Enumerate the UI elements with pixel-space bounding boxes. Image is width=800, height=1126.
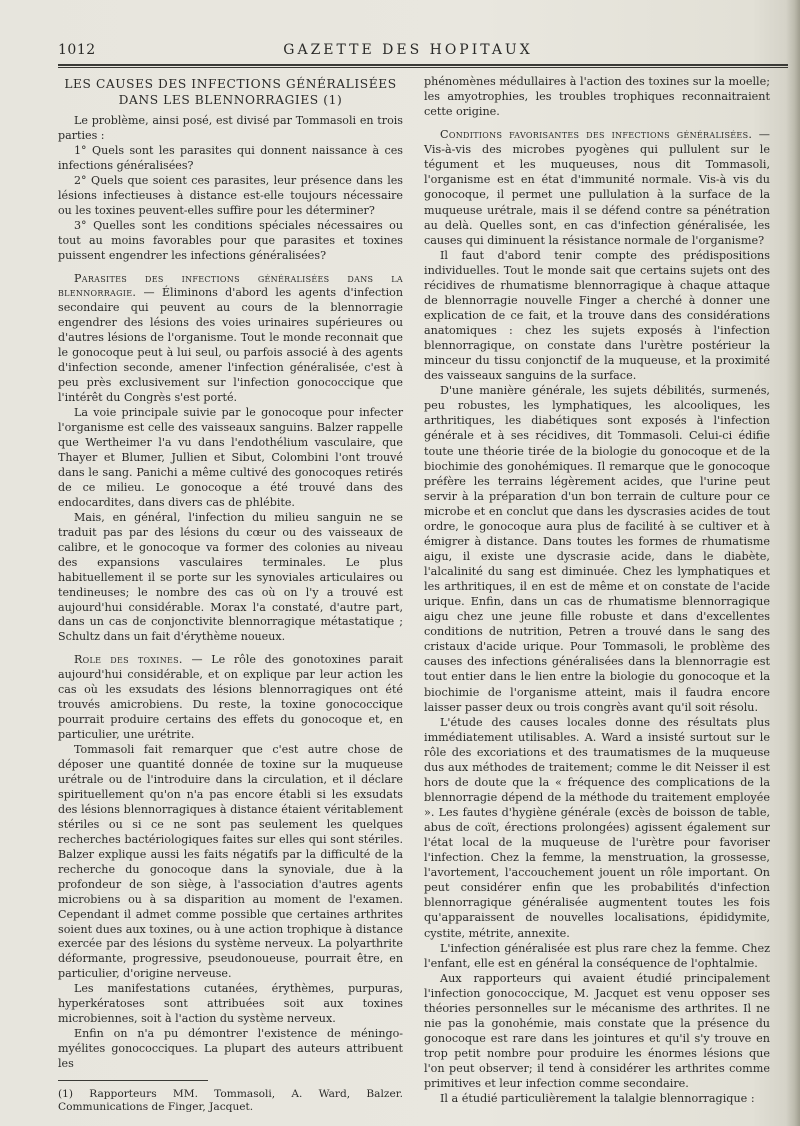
paragraph: 3° Quelles sont les conditions spéciales nécessaires ou tout au moins favorables pour que parasites et toxines puissent engendrer les infections généralisées? (58, 218, 403, 262)
header-rule (58, 64, 788, 66)
footnote: (1) Rapporteurs MM. Tommasoli, A. Ward, Balzer. Communications de Finger, Jacquet. (58, 1088, 403, 1113)
section-text: — Vis-à-vis des microbes pyogènes qui pullulent sur le tégument et les muqueuses, nous dit Tommasoli, l'organisme est en état d'immunité normale. Vis-à vis du gonocoque, il permet une pullulation à la surface de la muqueuse urétrale, mais il se défend contre sa pénétration au delà. Quelles sont, en cas d'infection généralisée, les causes qui diminuent la résistance normale de l'organisme? (424, 128, 770, 247)
page-edge-shadow (786, 0, 800, 1126)
footnote-rule (58, 1080, 208, 1081)
paragraph: Les manifestations cutanées, érythèmes, purpuras, hyperkératoses sont attribuées soit aux toxines microbiennes, soit à l'action du système nerveux. (58, 982, 403, 1026)
paragraph: Il faut d'abord tenir compte des prédispositions individuelles. Tout le monde sait que certains sujets ont des récidives de rhumatisme blennorragique à chaque attaque de blennorragie nouvelle Finger a cherché à donner une explication de ce fait, et la trouve dans des considérations anatomiques : chez les sujets exposés à l'infection blennorragique, on constate dans l'urètre postérieur la minceur du tissu conjonctif de la muqueuse, et la proximité des vaisseaux sanguins de la surface. (424, 248, 770, 383)
section-text: — Le rôle des gonotoxines parait aujourd'hui considérable, et on explique par leur action les cas où les exsudats des lésions blennorragiques ont été trouvés amicrobiens. Du reste, la toxine gonococcique pourrait produire certains des effets du gonocoque et, en particulier, une urétrite. (58, 653, 403, 742)
left-column (58, 74, 403, 1072)
paragraph: Il a étudié particulièrement la talalgie blennorragique : (440, 1092, 755, 1106)
page-header (58, 38, 758, 64)
right-column (424, 74, 770, 1106)
article-title-line-2: DANS LES BLENNORRAGIES (1) (118, 93, 343, 107)
section-parasites (58, 272, 403, 407)
paragraph: D'une manière générale, les sujets débilités, surmenés, peu robustes, les lymphatiques, les alcooliques, les arthritiques, les diabétiques sont exposés à l'infection générale et à ses récidives, dit Tommasoli. Celui-ci édifie toute une théorie tirée de la biologie du gonocoque et de la biochimie des gonohémiques. Il remarque que le gonocoque préfère les terrains légèrement acides, que l'urine peut servir à la préparation d'un bon terrain de culture pour ce microbe et en conclut que dans les dyscrasies acides de tout ordre, le gonocoque aura plus de facilité à se cultiver et à émigrer à distance. Dans toutes les formes de rhumatisme aigu, il existe une dyscrasie acide, dans le diabète, l'alcalinité du sang est diminuée. Chez les lymphatiques et les arthritiques, il en est de même et on constate de l'acide urique. Enfin, dans un cas de rhumatisme blennorragique aigu chez une jeune fille robuste et dans d'excellentes conditions de nutrition, Petren a trouvé dans le sang des cristaux d'acide urique. Pour Tommasoli, le problème des causes des infections généralisées dans la blennorragie est tout entier dans le lien entre la biologie du gonocoque et la biochimie de l'organisme atteint, mais il faudra encore laisser passer deux ou trois congrès avant qu'il soit résolu. (424, 384, 770, 714)
paragraph: Aux rapporteurs qui avaient étudié principalement l'infection gonococcique, M. Jacquet est venu opposer ses théories personnelles sur le mécanisme des arthrites. Il ne nie pas la gonohémie, mais constate que la présence du gonocoque est rare dans les jointures et qu'il s'y trouve en trop petit nombre pour produire les énormes lésions que l'on peut observer; il tend à considérer les arthrites comme primitives et leur infection comme secondaire. (424, 971, 770, 1091)
section-conditions (424, 127, 770, 248)
paragraph: La voie principale suivie par le gonocoque pour infecter l'organisme est celle des vaisseaux sanguins. Balzer rappelle que Wertheimer l'a vu dans l'endothélium vasculaire, que Thayer et Blumer, Jullien et Sibut, Colombini l'ont trouvé dans le sang. Panichi a même cultivé des gonocoques retirés de ce milieu. Le gonocoque a été trouvé dans des endocardites, dans divers cas de phlébite. (58, 406, 403, 509)
paragraph: Enfin on n'a pu démontrer l'existence de méningo-myélites gonococciques. La plupart des auteurs attribuent les (58, 1027, 403, 1071)
paragraph: Mais, en général, l'infection du milieu sanguin ne se traduit pas par des lésions du cœur ou des vaisseaux de calibre, et le gonocoque va former des colonies au niveau des expansions vasculaires terminales. Le plus habituellement il se porte sur les synoviales articulaires ou tendineuses; le nombre des cas où on l'y a trouvé est aujourd'hui considérable. Morax l'a constaté, d'autre part, dans un cas de conjonctivite blennorragique métastatique ; Schultz dans un fait d'érythème noueux. (58, 510, 403, 644)
header-rule-thin (58, 67, 788, 68)
article-title (58, 76, 403, 108)
paragraph: phénomènes médullaires à l'action des toxines sur la moelle; les amyotrophies, les troubles trophiques reconnaitraient cette origine. (424, 75, 770, 119)
journal-title: GAZETTE DES HOPITAUX (283, 42, 533, 58)
paragraph: Le problème, ainsi posé, est divisé par Tommasoli en trois parties : (58, 114, 403, 142)
paragraph: Tommasoli fait remarquer que c'est autre chose de déposer une quantité donnée de toxine sur la muqueuse urétrale ou de l'introduire dans la circulation, et il déclare spirituellement qu'on n'a pas encore établi si les exsudats des lésions blennorragiques à distance étaient véritablement stériles ou si ce ne sont pas seulement les quelques recherches bactériologiques faites sur elles qui sont stériles. Balzer explique aussi les faits négatifs par la difficulté de la recherche du gonocoque dans la synoviale, due à la profondeur de son siège, à l'association d'autres agents microbiens ou à sa disparition au moment de l'examen. Cependant il admet comme possible que certaines arthrites soient dues aux toxines, ou à une action trophique à distance exercée par des lésions du système nerveux. La polyarthrite déformante, progressive, pseudonoueuse, pourrait être, en particulier, d'origine nerveuse. (58, 743, 403, 981)
paragraph: L'étude des causes locales donne des résultats plus immédiatement utilisables. A. Ward a insisté surtout sur le rôle des excoriations et des traumatismes de la muqueuse dus aux méthodes de traitement; comme le dit Neisser il est hors de doute que la « fréquence des complications de la blennorragie dépend de la méthode du traitement employée ». Les fautes d'hygiène générale (excès de boisson de table, abus de coït, érections prolongées) agissent également sur l'état local de la muqueuse de l'urètre pour favoriser l'infection. Chez la femme, la menstruation, la grossesse, l'avortement, l'accouchement jouent un rôle important. On peut considérer enfin que les probabilités d'infection blennorragique généralisée augmentent toutes les fois qu'apparaissent de nouvelles localisations, épididymite, cystite, métrite, annexite. (424, 715, 770, 940)
article-title-line-1: LES CAUSES DES INFECTIONS GÉNÉRALISÉES (64, 77, 397, 91)
section-toxines (58, 653, 403, 743)
paragraph: L'infection généralisée est plus rare chez la femme. Chez l'enfant, elle est en général la conséquence de l'ophtalmie. (424, 941, 770, 970)
section-heading: Parasites des infections généralisées dans la blennorragie. (58, 271, 403, 300)
section-heading: Role des toxines. (74, 653, 183, 667)
page-number: 1012 (58, 42, 96, 58)
section-heading: Conditions favorisantes des infections généralisées. (440, 128, 753, 142)
paragraph: 2° Quels que soient ces parasites, leur présence dans les lésions infectieuses à distance est-elle toujours nécessaire ou les toxines peuvent-elles suffire pour les déterminer? (58, 173, 403, 217)
paragraph: 1° Quels sont les parasites qui donnent naissance à ces infections généralisées? (58, 143, 403, 172)
section-text: — Éliminons d'abord les agents d'infection secondaire qui peuvent au cours de la blennorragie engendrer des lésions des voies urinaires supérieures ou d'autres lésions de l'organisme. Tout le monde reconnait que le gonocoque peut à lui seul, ou parfois associé à des agents d'infection seconde, amener l'infection généralisée, c'est à peu près exclusivement sur l'infection gonococcique que l'intérêt du Congrès s'est porté. (58, 286, 403, 405)
